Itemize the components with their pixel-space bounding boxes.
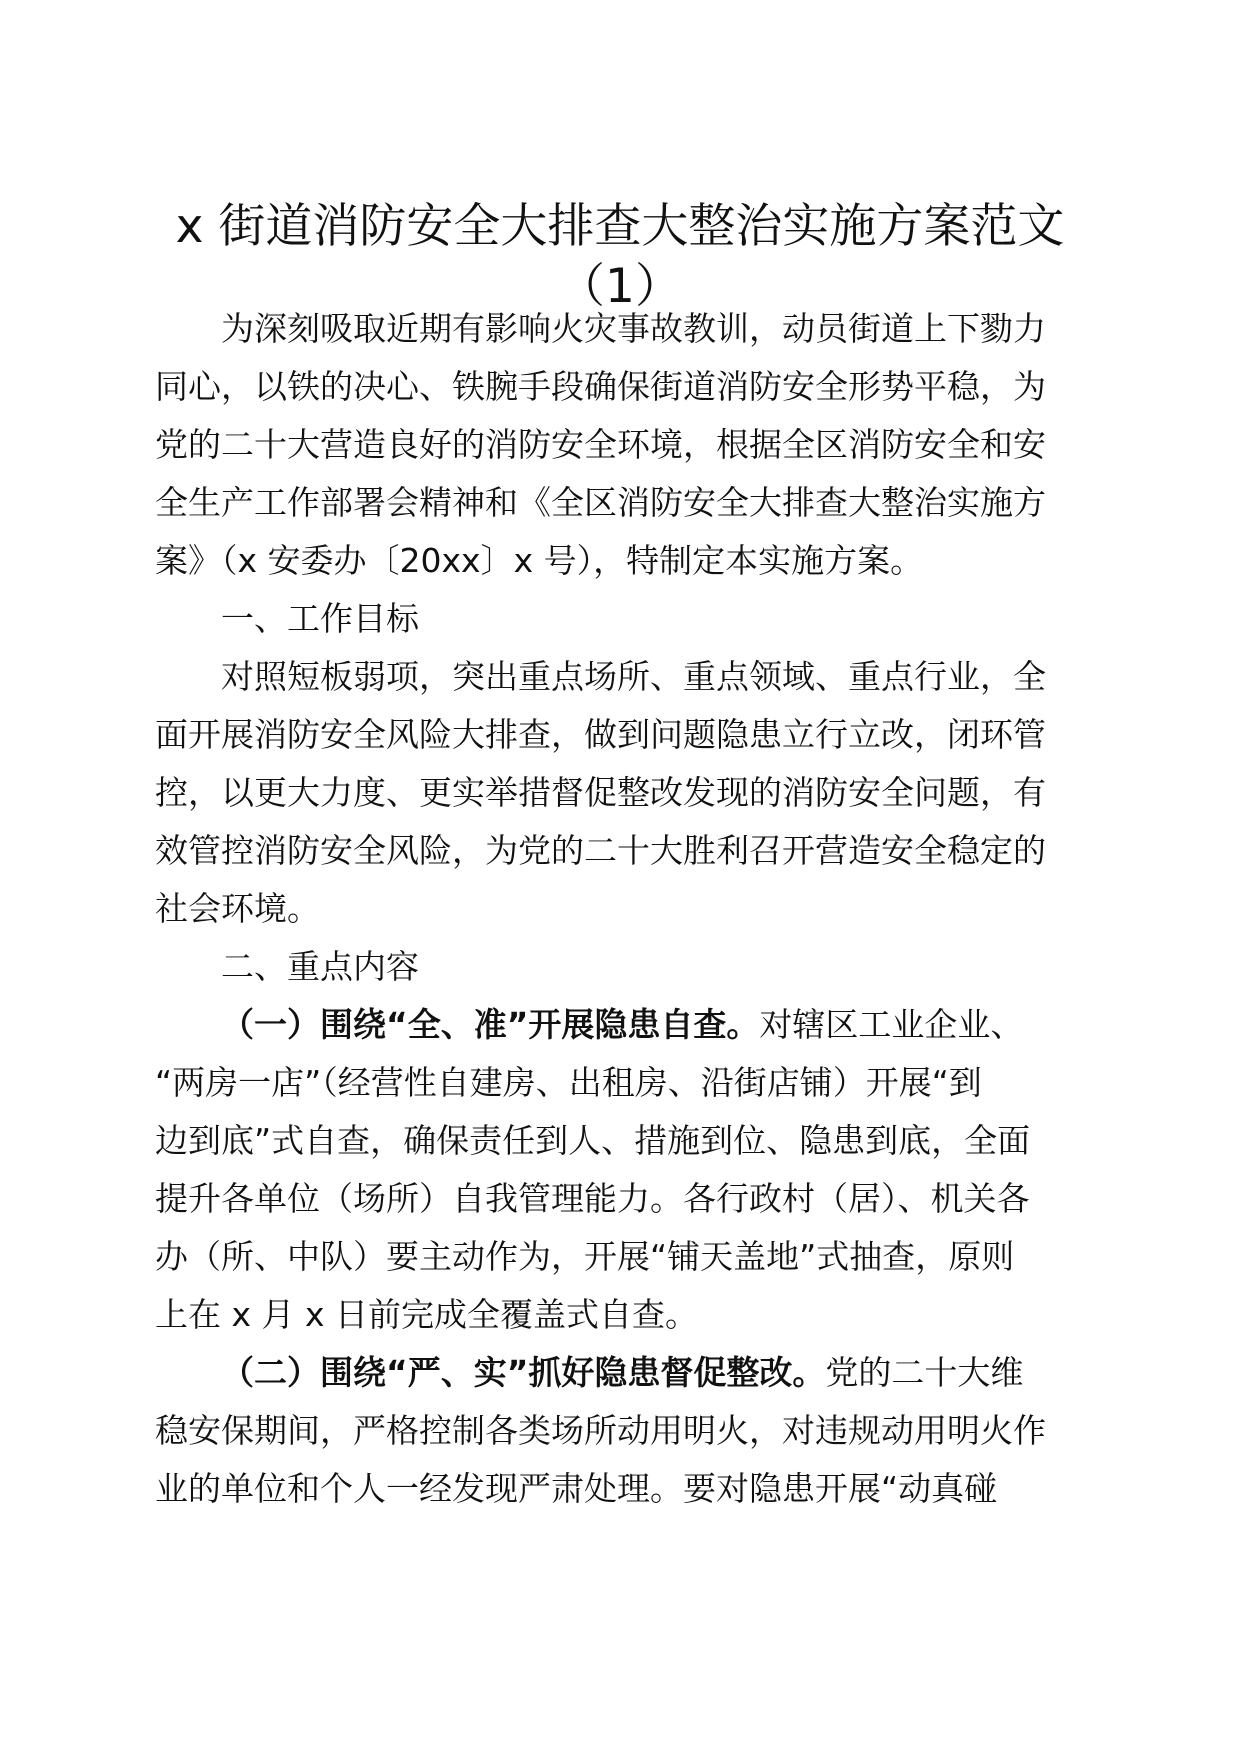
document-title: x 街道消防安全大排查大整治实施方案范文 bbox=[175, 199, 1065, 254]
paragraph-item1-line: “两房一店”（经营性自建房、出租房、沿街店铺）开展“到 bbox=[155, 1063, 982, 1102]
paragraph-item1-line: 提升各单位（场所）自我管理能力。各行政村（居）、机关各 bbox=[155, 1179, 1030, 1218]
paragraph-item1-first-line bbox=[155, 996, 1055, 1054]
paragraph-intro-line: 为深刻吸取近期有影响火灾事故教训，动员街道上下勠力 bbox=[221, 309, 1046, 348]
paragraph-goals-line: 效管控消防安全风险，为党的二十大胜利召开营造安全稳定的 bbox=[155, 831, 1046, 870]
item1-text-start: 对辖区工业企业、 bbox=[759, 1005, 1024, 1044]
section-heading-goals: 一、工作目标 bbox=[221, 599, 419, 638]
paragraph-goals-line: 控，以更大力度、更实举措督促整改发现的消防安全问题，有 bbox=[155, 773, 1046, 812]
paragraph-item2-line: 稳安保期间，严格控制各类场所动用明火，对违规动用明火作 bbox=[155, 1411, 1046, 1450]
paragraph-goals-line: 对照短板弱项，突出重点场所、重点领域、重点行业，全 bbox=[221, 657, 1046, 696]
paragraph-item1-line: 上在 x 月 x 日前完成全覆盖式自查。 bbox=[155, 1295, 699, 1334]
item2-text-start: 党的二十大维 bbox=[825, 1353, 1024, 1392]
paragraph-item2-line: 业的单位和个人一经发现严肃处理。要对隐患开展“动真碰 bbox=[155, 1469, 998, 1508]
paragraph-item1-line: 边到底”式自查，确保责任到人、措施到位、隐患到底，全面 bbox=[155, 1121, 1031, 1160]
paragraph-intro-line: 全生产工作部署会精神和《全区消防安全大排查大整治实施方 bbox=[155, 483, 1046, 522]
item2-heading: （二）围绕“严、实”抓好隐患督促整改。 bbox=[221, 1353, 826, 1392]
paragraph-intro-line: 党的二十大营造良好的消防安全环境，根据全区消防安全和安 bbox=[155, 425, 1046, 464]
section-heading-key-content: 二、重点内容 bbox=[221, 947, 419, 986]
paragraph-intro-line: 案》（x 安委办〔20xx〕x 号），特制定本实施方案。 bbox=[155, 541, 924, 580]
paragraph-item2-first-line bbox=[155, 1344, 1055, 1402]
document-body bbox=[155, 300, 1055, 1518]
paragraph-goals-line: 面开展消防安全风险大排查，做到问题隐患立行立改，闭环管 bbox=[155, 715, 1046, 754]
document-title-suffix: （1） bbox=[558, 259, 682, 314]
paragraph-goals-line: 社会环境。 bbox=[155, 889, 320, 928]
paragraph-item1-line: 办（所、中队）要主动作为，开展“铺天盖地”式抽查，原则 bbox=[155, 1237, 1015, 1276]
paragraph-intro-line: 同心，以铁的决心、铁腕手段确保街道消防安全形势平稳，为 bbox=[155, 367, 1046, 406]
item1-heading: （一）围绕“全、准”开展隐患自查。 bbox=[221, 1005, 760, 1044]
